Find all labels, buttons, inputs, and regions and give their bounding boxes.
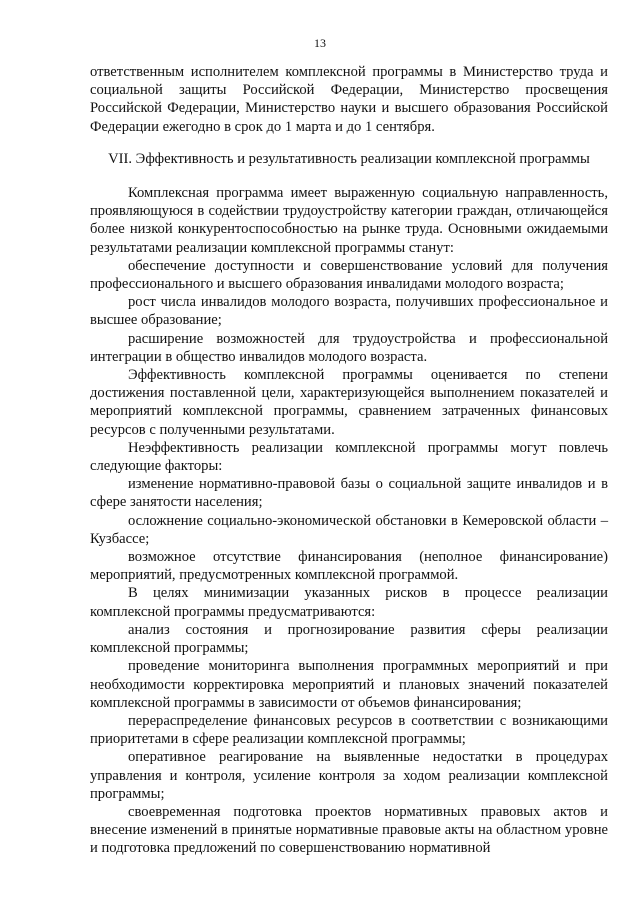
paragraph: Комплексная программа имеет выраженную социальную направленность, проявляющуюся в содействии трудоустройству категории граждан, отличающейся более низкой конкурентоспособностью на рынке труда. Основными ожидаемыми результатами реализации комплексной программы станут: xyxy=(90,185,608,256)
document-body xyxy=(90,63,608,858)
list-item: оперативное реагирование на выявленные недостатки в процедурах управления и контроля, усиление контроля за ходом реализации комплексной программы; xyxy=(90,749,608,802)
page-number: 13 xyxy=(314,36,326,50)
paragraph: Неэффективность реализации комплексной программы могут повлечь следующие факторы: xyxy=(90,439,608,475)
paragraph: В целях минимизации указанных рисков в процессе реализации комплексной программы предусматриваются: xyxy=(90,585,608,620)
section-heading: VII. Эффективность и результативность реализации комплексной программы xyxy=(108,150,590,167)
list-item: рост числа инвалидов молодого возраста, получивших профессиональное и высшее образование; xyxy=(90,294,608,329)
list-item: анализ состояния и прогнозирование развития сферы реализации комплексной программы; xyxy=(90,621,608,657)
list-item: осложнение социально-экономической обстановки в Кемеровской области – Кузбассе; xyxy=(90,512,608,547)
list-item: перераспределение финансовых ресурсов в соответствии с возникающими приоритетами в сфере реализации комплексной программы; xyxy=(90,712,608,748)
paragraph: Эффективность комплексной программы оценивается по степени достижения поставленной цели, характеризующейся выполнением показателей и мероприятий комплексной программы, сравнением затраченных финансовых ресурсов с полученными результатами. xyxy=(90,367,608,438)
list-item: проведение мониторинга выполнения программных мероприятий и при необходимости корректировка мероприятий и плановых значений показателей комплексной программы в зависимости от объемов финансирования; xyxy=(90,658,608,711)
list-item: своевременная подготовка проектов нормативных правовых актов и внесение изменений в принятые нормативные правовые акты на областном уровне и подготовка предложений по совершенствованию нормативной xyxy=(90,803,608,857)
list-item: возможное отсутствие финансирования (неполное финансирование) мероприятий, предусмотренных комплексной программой. xyxy=(90,549,608,584)
paragraph-continuation: ответственным исполнителем комплексной программы в Министерство труда и социальной защиты Российской Федерации, Министерство просвещения Российской Федерации, Министерство науки и высшего образования Российской Федерации ежегодно в срок до 1 марта и до 1 сентября. xyxy=(90,64,608,135)
list-item: обеспечение доступности и совершенствование условий для получения профессионального и высшего образования инвалидами молодого возраста; xyxy=(90,257,608,293)
list-item: изменение нормативно-правовой базы о социальной защите инвалидов и в сфере занятости населения; xyxy=(90,476,608,511)
list-item: расширение возможностей для трудоустройства и профессиональной интеграции в общество инвалидов молодого возраста. xyxy=(90,330,608,365)
